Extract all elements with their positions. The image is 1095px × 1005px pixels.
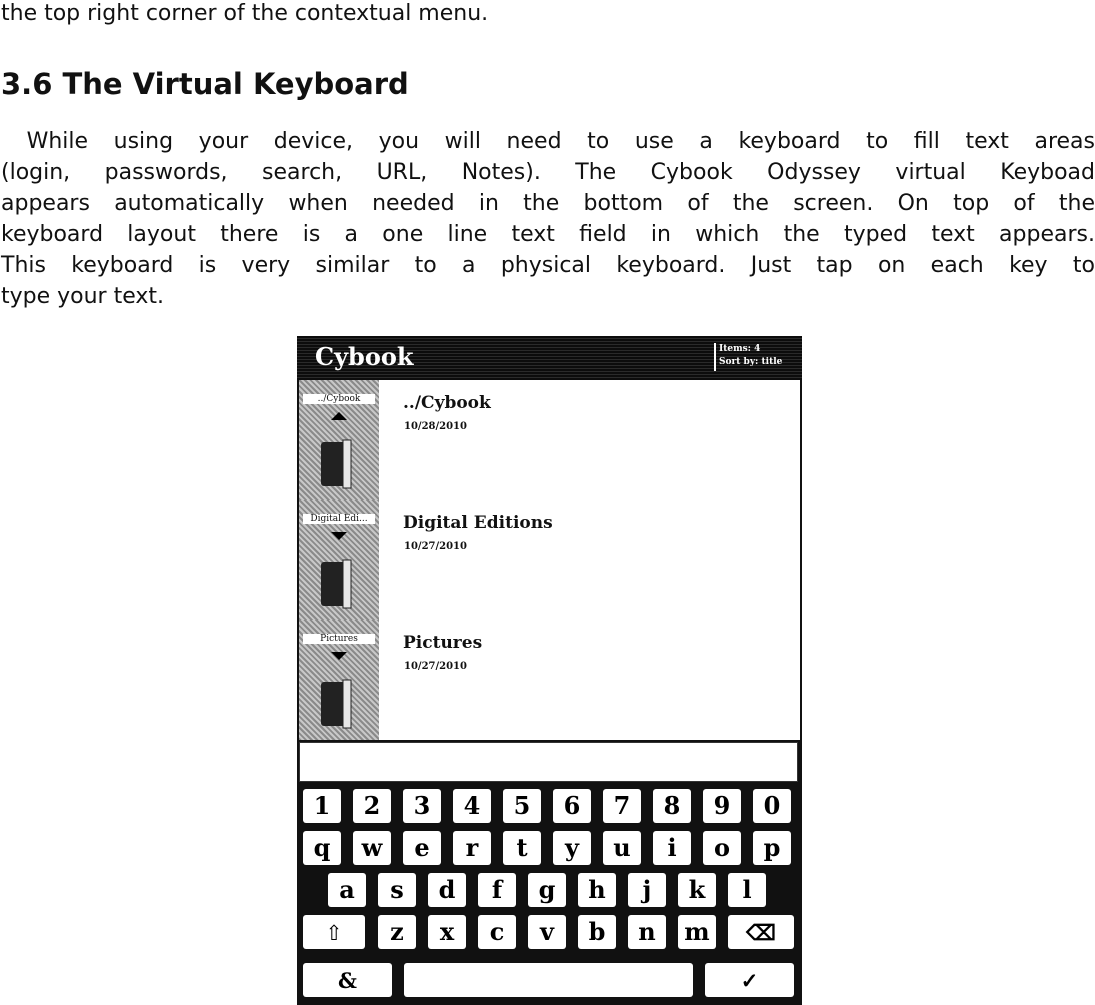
list-item[interactable] — [299, 500, 800, 620]
entry-name: Pictures — [403, 633, 483, 653]
file-list — [299, 380, 800, 740]
paragraph-line: This keyboard is very similar to a physical keyboard. Just tap on each key to — [1, 253, 1095, 278]
entry-date: 10/27/2010 — [404, 661, 467, 672]
key[interactable]: m — [678, 915, 716, 949]
key[interactable]: b — [578, 915, 616, 949]
key[interactable]: o — [703, 831, 741, 865]
key[interactable]: e — [403, 831, 441, 865]
key[interactable]: n — [628, 915, 666, 949]
key[interactable]: d — [428, 873, 466, 907]
paragraph-line: While using your device, you will need to use a keyboard to fill text areas — [1, 129, 1095, 154]
key[interactable]: i — [653, 831, 691, 865]
key[interactable]: s — [378, 873, 416, 907]
shift-key[interactable]: ⇧ — [303, 915, 365, 949]
folder-thumbnail — [299, 380, 379, 500]
list-item[interactable] — [299, 620, 800, 740]
thumbnail-label: ../Cybook — [303, 394, 375, 404]
device-screenshot — [297, 336, 802, 1005]
key[interactable]: c — [478, 915, 516, 949]
key[interactable]: w — [353, 831, 391, 865]
key[interactable]: 6 — [553, 789, 591, 823]
sort-by-label[interactable]: Sort by: title — [719, 357, 783, 367]
key[interactable]: 9 — [703, 789, 741, 823]
paragraph-line: (login, passwords, search, URL, Notes). The Cybook Odyssey virtual Keyboad — [1, 160, 1095, 185]
list-item[interactable] — [299, 380, 800, 500]
key[interactable]: k — [678, 873, 716, 907]
entry-name: ../Cybook — [403, 393, 491, 413]
book-folder-icon — [319, 438, 353, 490]
key[interactable]: g — [528, 873, 566, 907]
entry-date: 10/27/2010 — [404, 541, 467, 552]
book-folder-icon — [319, 558, 353, 610]
key[interactable]: 3 — [403, 789, 441, 823]
key[interactable]: q — [303, 831, 341, 865]
intro-text: the top right corner of the contextual menu. — [1, 1, 489, 26]
key[interactable]: 4 — [453, 789, 491, 823]
open-folder-arrow-icon — [331, 652, 347, 660]
virtual-keyboard — [297, 783, 802, 1005]
library-meta — [714, 343, 782, 371]
key[interactable]: u — [603, 831, 641, 865]
parent-folder-arrow-icon — [331, 412, 347, 420]
items-count: Items: 4 — [719, 344, 761, 354]
thumbnail-label: Digital Edi... — [303, 514, 375, 524]
key[interactable]: 2 — [353, 789, 391, 823]
entry-name: Digital Editions — [403, 513, 553, 533]
key[interactable]: 5 — [503, 789, 541, 823]
folder-thumbnail — [299, 500, 379, 620]
open-folder-arrow-icon — [331, 532, 347, 540]
key[interactable]: y — [553, 831, 591, 865]
body-paragraph — [1, 126, 1095, 312]
entry-date: 10/28/2010 — [404, 421, 467, 432]
key[interactable]: j — [628, 873, 666, 907]
keyboard-text-field[interactable] — [299, 742, 798, 782]
key[interactable]: 0 — [753, 789, 791, 823]
key[interactable]: 7 — [603, 789, 641, 823]
key[interactable]: 8 — [653, 789, 691, 823]
key[interactable]: t — [503, 831, 541, 865]
key[interactable]: f — [478, 873, 516, 907]
paragraph-line: type your text. — [1, 284, 165, 309]
device-title: Cybook — [315, 342, 414, 371]
key[interactable]: p — [753, 831, 791, 865]
confirm-key[interactable]: ✓ — [705, 963, 794, 997]
backspace-key[interactable]: ⌫ — [728, 915, 794, 949]
key[interactable]: a — [328, 873, 366, 907]
device-header — [297, 336, 802, 380]
key[interactable]: 1 — [303, 789, 341, 823]
paragraph-line: appears automatically when needed in the bottom of the screen. On top of the — [1, 191, 1095, 216]
key[interactable]: x — [428, 915, 466, 949]
symbols-key[interactable]: & — [303, 963, 392, 997]
key[interactable]: r — [453, 831, 491, 865]
key[interactable]: v — [528, 915, 566, 949]
folder-thumbnail — [299, 620, 379, 740]
key[interactable]: h — [578, 873, 616, 907]
thumbnail-label: Pictures — [303, 634, 375, 644]
paragraph-line: keyboard layout there is a one line text field in which the typed text appears. — [1, 222, 1095, 247]
key[interactable]: l — [728, 873, 766, 907]
section-heading: 3.6 The Virtual Keyboard — [1, 67, 409, 101]
space-key[interactable] — [404, 963, 693, 997]
book-folder-icon — [319, 678, 353, 730]
key[interactable]: z — [378, 915, 416, 949]
